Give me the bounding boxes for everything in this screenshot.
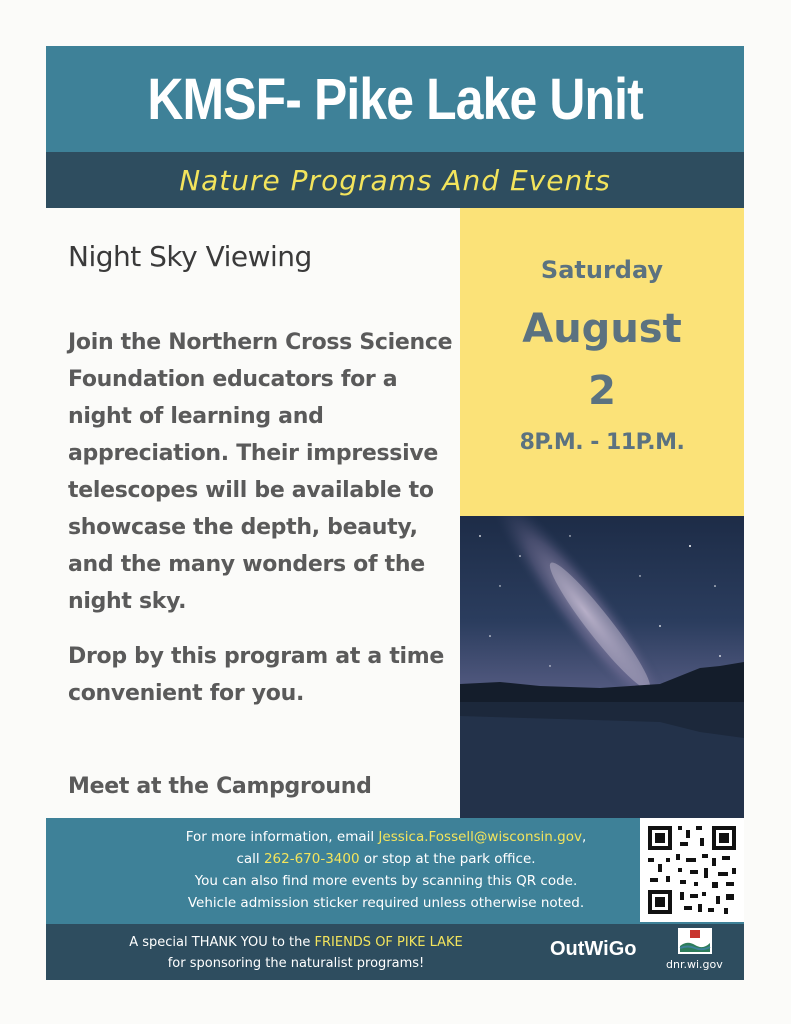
- outwigo-logo: OutWiGo: [550, 938, 637, 960]
- subtitle-band: [46, 152, 744, 208]
- contact-line-1: [146, 826, 626, 848]
- friends-of-pike-lake: FRIENDS OF PIKE LAKE: [314, 935, 463, 950]
- contact-phone[interactable]: 262-670-3400: [263, 851, 360, 867]
- contact-line-2-text: call: [236, 851, 264, 867]
- sponsor-thanks-text: A special THANK YOU to the: [129, 935, 315, 950]
- dnr-logo-icon: [678, 928, 712, 954]
- program-description: Join the Northern Cross Science Foundation educators for a night of learning and appreciation. Their impressive telescopes will be available to showcase the depth, beauty, and the many wonders of the night sky.: [68, 330, 453, 614]
- sponsor-thanks: [86, 932, 506, 974]
- program-details: [46, 208, 460, 818]
- contact-line-3: You can also find more events by scanning this QR code.: [194, 873, 578, 889]
- event-time: 8P.M. - 11P.M.: [519, 430, 685, 455]
- date-box: [460, 208, 744, 516]
- event-month: August: [522, 306, 682, 352]
- meeting-location: Meet at the Campground: [68, 774, 372, 799]
- contact-line-1-text: For more information, email: [185, 829, 379, 845]
- flyer: [46, 46, 744, 980]
- night-sky-photo: [460, 516, 744, 818]
- drop-by-note: Drop by this program at a time convenient for you.: [68, 644, 445, 706]
- contact-line-4: Vehicle admission sticker required unless otherwise noted.: [187, 895, 585, 911]
- contact-line-2: [146, 848, 626, 870]
- footer-band: [46, 924, 744, 980]
- event-day-number: 2: [588, 368, 616, 414]
- contact-line-1-suffix: ,: [581, 829, 587, 845]
- event-day: Saturday: [540, 256, 664, 284]
- sponsor-thanks-line-1: [86, 932, 506, 953]
- sponsor-thanks-line-2: for sponsoring the naturalist programs!: [167, 956, 425, 971]
- flyer-title: KMSF- Pike Lake Unit: [147, 66, 643, 132]
- night-sky-illustration: [460, 516, 744, 818]
- qr-code-icon: [640, 818, 744, 922]
- program-heading: Night Sky Viewing: [68, 240, 312, 273]
- contact-line-2-suffix: or stop at the park office.: [359, 851, 536, 867]
- contact-info: [146, 826, 626, 914]
- dnr-website-link[interactable]: dnr.wi.gov: [666, 958, 723, 971]
- contact-info-band: [46, 818, 744, 924]
- contact-email-link[interactable]: Jessica.Fossell@wisconsin.gov: [378, 829, 582, 845]
- flyer-subtitle: Nature Programs And Events: [179, 163, 611, 197]
- title-band: [46, 46, 744, 152]
- qr-code[interactable]: [640, 818, 744, 922]
